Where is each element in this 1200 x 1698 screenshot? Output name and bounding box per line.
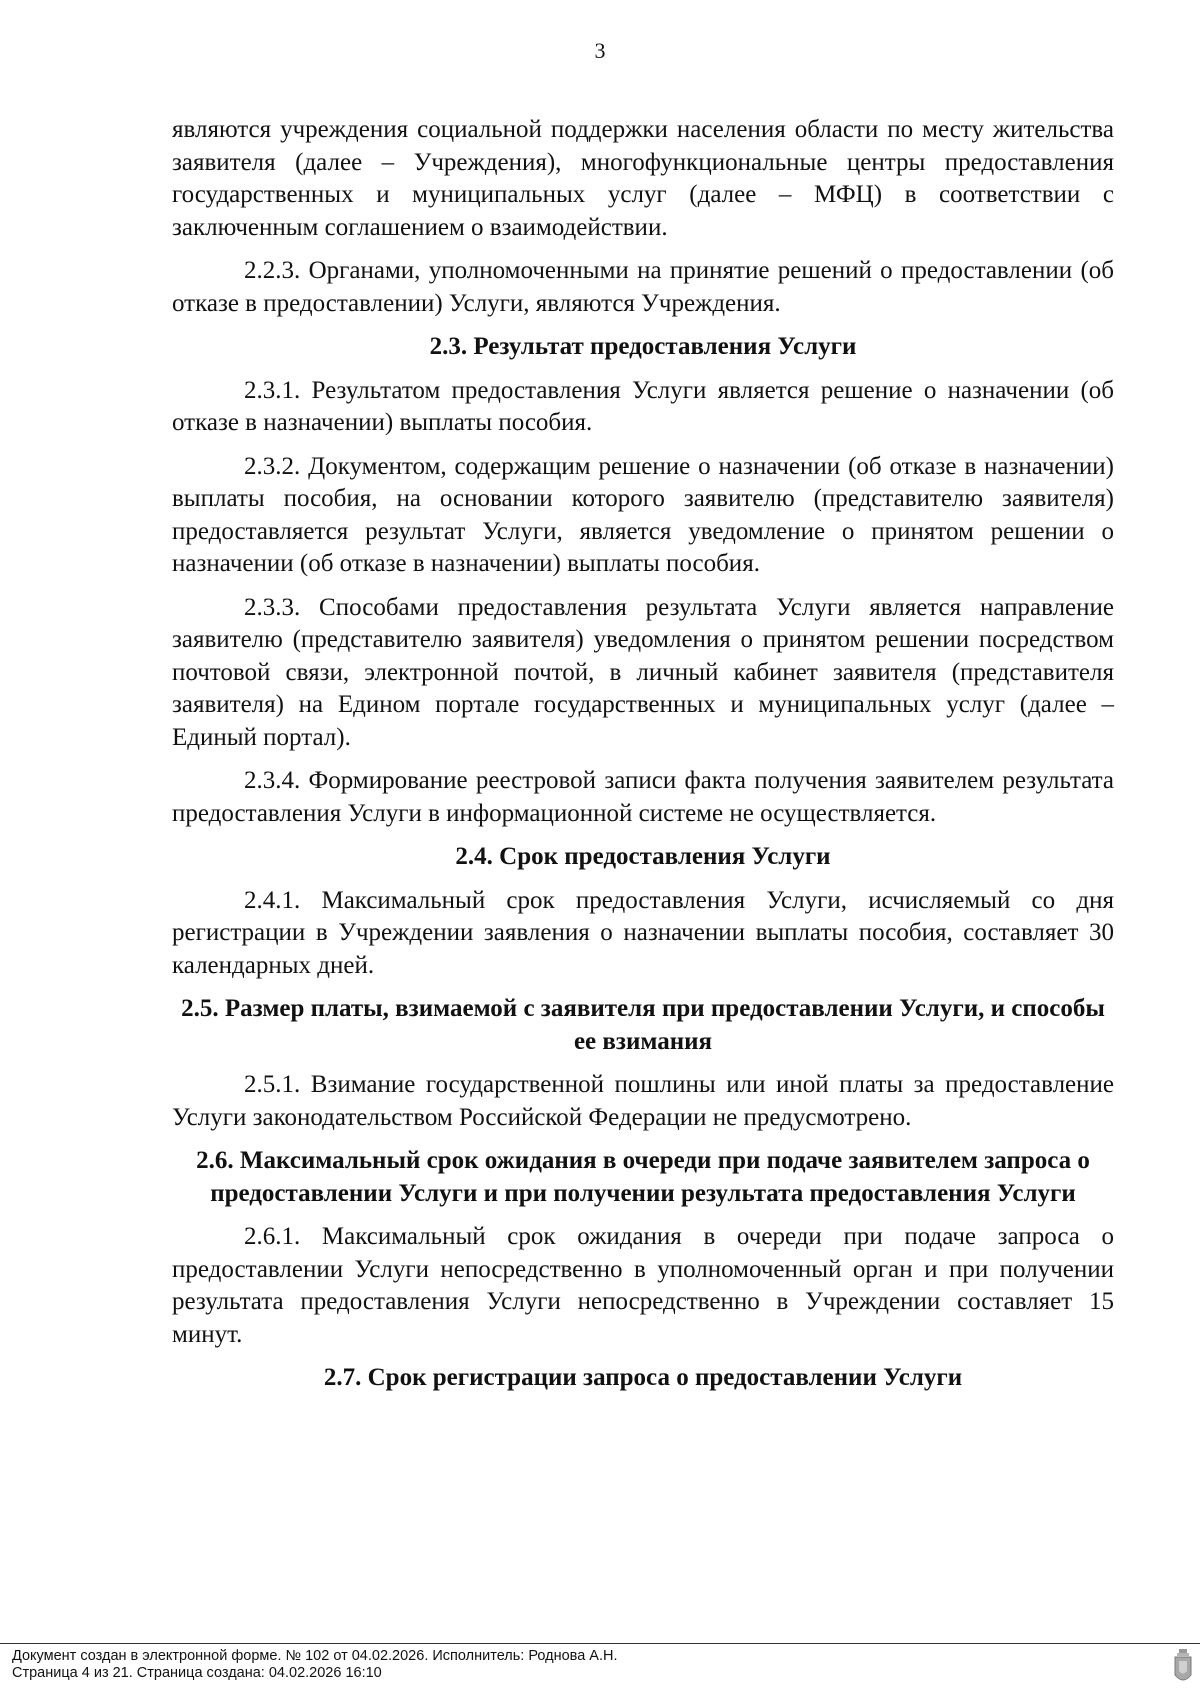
paragraph-2-2-3: 2.2.3. Органами, уполномоченными на принятие решений о предоставлении (об отказе в предоставлении) Услуги, являются Учреждения. (172, 257, 1114, 317)
paragraph-2-5-1: 2.5.1. Взимание государственной пошлины или иной платы за предоставление Услуги законодательством Российской Федерации не предусмотрено. (172, 1071, 1114, 1131)
paragraph-2-6-1: 2.6.1. Максимальный срок ожидания в очереди при подаче запроса о предоставлении Услуги непосредственно в уполномоченный орган и при получении результата предоставления Услуги непосредственно в Учреждении составляет 15 минут. (172, 1223, 1114, 1348)
heading-2-7: 2.7. Срок регистрации запроса о предоставлении Услуги (323, 1364, 963, 1391)
page-number: 3 (594, 38, 606, 63)
paragraph-2-4-1: 2.4.1. Максимальный срок предоставления Услуги, исчисляемый со дня регистрации в Учреждении заявления о назначении выплаты пособия, составляет 30 календарных дней. (172, 886, 1114, 979)
paragraph-2-3-3: 2.3.3. Способами предоставления результата Услуги является направление заявителю (представителю заявителя) уведомления о принятом решении посредством почтовой связи, электронной почтой, в личный кабинет заявителя (представителя заявителя) на Едином портале государственных и муниципальных услуг (далее – Единый портал). (172, 593, 1114, 751)
heading-2-4: 2.4. Срок предоставления Услуги (455, 843, 831, 870)
heading-2-5: 2.5. Размер платы, взимаемой с заявителя при предоставлении Услуги, и способы ее взимания (181, 995, 1105, 1055)
footer-page-info: Страница 4 из 21. Страница создана: 04.02.2026 16:10 (12, 1665, 382, 1681)
heading-2-6: 2.6. Максимальный срок ожидания в очереди при подаче заявителем запроса о предоставлении Услуги и при получении результата предоставления Услуги (196, 1147, 1090, 1207)
coat-of-arms-icon (1173, 1649, 1193, 1686)
heading-2-3: 2.3. Результат предоставления Услуги (429, 333, 857, 360)
footer (12, 1648, 618, 1682)
paragraph-continuation: являются учреждения социальной поддержки населения области по месту жительства заявителя (далее – Учреждения), многофункциональные центры предоставления государственных и муниципальных услуг (далее – МФЦ) в соответствии с заключенным соглашением о взаимодействии. (172, 116, 1114, 241)
footer-document-info: Документ создан в электронной форме. № 102 от 04.02.2026. Исполнитель: Роднова А.Н. (12, 1648, 618, 1664)
paragraph-2-3-2: 2.3.2. Документом, содержащим решение о назначении (об отказе в назначении) выплаты пособия, на основании которого заявителю (представителю заявителя) предоставляется результат Услуги, является уведомление о принятом решении о назначении (об отказе в назначении) выплаты пособия. (172, 452, 1114, 577)
paragraph-2-3-1: 2.3.1. Результатом предоставления Услуги является решение о назначении (об отказе в назначении) выплаты пособия. (172, 376, 1114, 436)
paragraph-2-3-4: 2.3.4. Формирование реестровой записи факта получения заявителем результата предоставления Услуги в информационной системе не осуществляется. (172, 767, 1114, 827)
document-body (172, 114, 1114, 1406)
footer-divider (0, 1643, 1200, 1644)
